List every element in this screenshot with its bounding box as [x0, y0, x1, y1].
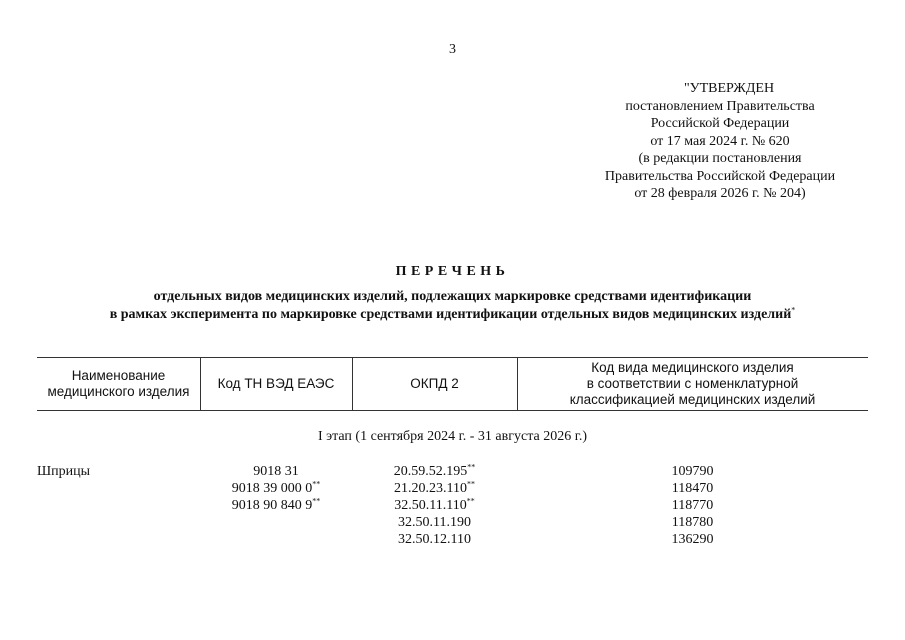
approval-stamp	[560, 80, 880, 203]
footnote-mark: *	[791, 305, 796, 315]
approval-line: (в редакции постановления	[638, 151, 802, 166]
nomenclature-code: 118470	[671, 481, 714, 496]
page-number: 3	[449, 42, 456, 57]
item-name: Шприцы	[37, 464, 91, 479]
footnote-mark: **	[312, 479, 321, 489]
subtitle-text: в рамках эксперимента по маркировке средствами идентификации отдельных видов медицинских изделий	[109, 307, 792, 322]
tnved-value: 9018 90 840 9	[231, 498, 313, 513]
okpd-code	[352, 515, 517, 531]
header-name	[37, 358, 200, 410]
okpd-value: 20.59.52.195	[393, 464, 468, 479]
approval-line: Российской Федерации	[650, 116, 790, 131]
okpd-code	[352, 498, 517, 514]
header-nomenclature-line: в соответствии с номенклатурной	[586, 376, 799, 391]
okpd-code	[352, 532, 517, 548]
footnote-mark: **	[466, 496, 475, 506]
header-tnved: Код ТН ВЭД ЕАЭС	[217, 376, 335, 391]
approval-line: от 17 мая 2024 г. № 620	[650, 133, 790, 149]
okpd-code	[352, 481, 517, 497]
subtitle-line	[0, 306, 905, 324]
footnote-mark: **	[467, 462, 476, 472]
approval-line: Правительства Российской Федерации	[604, 168, 836, 184]
nomenclature-code: 109790	[671, 464, 714, 479]
approval-line: "УТВЕРЖДЕН	[683, 81, 775, 96]
okpd-value: 32.50.12.110	[398, 532, 471, 547]
stage-heading: I этап (1 сентября 2024 г. - 31 августа 2026 г.)	[317, 429, 588, 444]
nomenclature-code: 118780	[671, 515, 714, 530]
tnved-value: 9018 39 000 0	[231, 481, 313, 496]
nomenclature-code: 136290	[671, 532, 714, 547]
header-nomenclature	[517, 358, 868, 410]
approval-line: от 28 февраля 2026 г. № 204)	[634, 186, 806, 201]
approval-line: постановлением Правительства	[625, 98, 815, 114]
header-name-line: Наименование	[71, 368, 166, 383]
header-nomenclature-line: Код вида медицинского изделия	[591, 360, 794, 375]
header-okpd: ОКПД 2	[410, 376, 459, 391]
tnved-code	[200, 481, 352, 497]
table-header	[37, 357, 868, 411]
document-subtitle	[0, 288, 905, 324]
okpd-value: 21.20.23.110	[394, 481, 467, 496]
subtitle-line: отдельных видов медицинских изделий, подлежащих маркировке средствами идентификации	[153, 289, 752, 304]
nomenclature-code: 118770	[671, 498, 714, 513]
header-name-line: медицинского изделия	[47, 384, 190, 399]
footnote-mark: **	[466, 479, 475, 489]
tnved-code	[200, 464, 352, 480]
footnote-mark: **	[312, 496, 321, 506]
document-title: ПЕРЕЧЕНЬ	[395, 264, 510, 279]
okpd-code	[352, 464, 517, 480]
tnved-code	[200, 498, 352, 514]
okpd-value: 32.50.11.190	[398, 515, 471, 530]
header-nomenclature-line: классификацией медицинских изделий	[569, 392, 816, 407]
tnved-value: 9018 31	[253, 464, 299, 479]
okpd-value: 32.50.11.110	[394, 498, 467, 513]
